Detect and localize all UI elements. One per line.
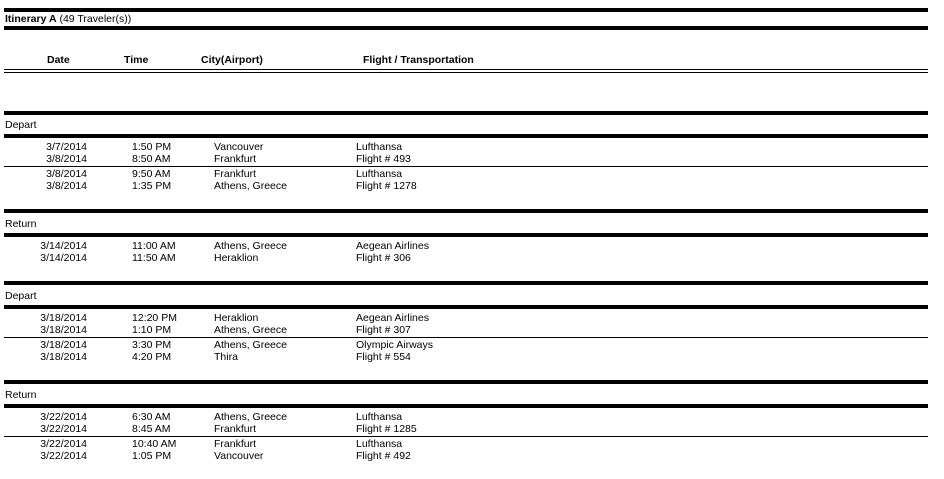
itinerary-row (0, 339, 944, 363)
date-cell-line: 3/18/2014 (40, 312, 87, 324)
time-cell (132, 411, 171, 435)
column-header-rule-2 (4, 72, 928, 73)
date-cell (46, 141, 87, 165)
itinerary-label: Itinerary A (5, 13, 57, 25)
column-header-flight: Flight / Transportation (363, 54, 474, 66)
flight-cell (356, 411, 417, 435)
flight-cell-line: Flight # 554 (356, 351, 411, 363)
city-cell-line: Heraklion (214, 252, 259, 264)
section-rule (4, 305, 928, 309)
time-cell-line: 1:50 PM (132, 141, 172, 153)
flight-cell-line: Lufthansa (356, 168, 403, 180)
date-cell (40, 240, 87, 264)
time-cell (132, 168, 171, 192)
time-cell-line: 8:50 AM (132, 153, 171, 165)
date-cell-line: 3/22/2014 (40, 450, 87, 462)
flight-cell (356, 438, 411, 462)
table-start-rule (4, 111, 928, 115)
time-cell-line: 11:50 AM (132, 252, 176, 264)
city-cell (214, 411, 287, 435)
date-cell-line: 3/7/2014 (46, 141, 87, 153)
column-header-date: Date (47, 54, 70, 66)
header-top-rule (4, 8, 928, 12)
city-cell (214, 438, 263, 462)
flight-cell-line: Aegean Airlines (356, 240, 429, 252)
date-cell-line: 3/22/2014 (40, 411, 87, 423)
section-label: Depart (5, 119, 37, 131)
date-cell-line: 3/18/2014 (40, 339, 87, 351)
section-rule (4, 233, 928, 237)
row-divider (4, 166, 928, 167)
city-cell-line: Frankfurt (214, 168, 257, 180)
flight-cell-line: Olympic Airways (356, 339, 434, 351)
time-cell-line: 3:30 PM (132, 339, 172, 351)
city-cell-line: Athens, Greece (214, 339, 287, 351)
time-cell-line: 1:05 PM (132, 450, 172, 462)
date-cell-line: 3/8/2014 (46, 153, 87, 165)
city-cell-line: Athens, Greece (214, 324, 287, 336)
city-cell (214, 141, 263, 165)
time-cell-line: 12:20 PM (132, 312, 177, 324)
city-cell-line: Vancouver (214, 141, 264, 153)
section-end-rule (4, 380, 928, 384)
itinerary-row (0, 141, 944, 165)
city-cell (214, 312, 287, 336)
date-cell-line: 3/14/2014 (40, 252, 87, 264)
date-cell (40, 411, 87, 435)
section-label: Depart (5, 290, 37, 302)
flight-cell (356, 312, 429, 336)
itinerary-row (0, 168, 944, 192)
date-cell-line: 3/18/2014 (40, 324, 87, 336)
date-cell (40, 438, 87, 462)
header-bottom-rule (4, 26, 928, 30)
time-cell-line: 11:00 AM (132, 240, 176, 252)
city-cell (214, 240, 287, 264)
flight-cell-line: Flight # 1278 (356, 180, 417, 192)
city-cell-line: Frankfurt (214, 423, 257, 435)
time-cell-line: 9:50 AM (132, 168, 171, 180)
flight-cell-line: Flight # 493 (356, 153, 411, 165)
city-cell-line: Thira (214, 351, 238, 363)
flight-cell-line: Flight # 307 (356, 324, 411, 336)
itinerary-row (0, 411, 944, 435)
flight-cell (356, 240, 429, 264)
date-cell-line: 3/22/2014 (40, 438, 87, 450)
section-rule (4, 404, 928, 408)
flight-cell-line: Flight # 1285 (356, 423, 417, 435)
date-cell-line: 3/8/2014 (46, 168, 87, 180)
column-header-city: City(Airport) (201, 54, 263, 66)
section-end-rule (4, 209, 928, 213)
city-cell-line: Athens, Greece (214, 180, 287, 192)
time-cell-line: 4:20 PM (132, 351, 172, 363)
time-cell-line: 6:30 AM (132, 411, 171, 423)
date-cell (40, 339, 87, 363)
time-cell (132, 141, 171, 165)
section-label: Return (5, 389, 37, 401)
time-cell (132, 339, 171, 363)
flight-cell-line: Flight # 492 (356, 450, 411, 462)
section-end-rule (4, 281, 928, 285)
city-cell-line: Athens, Greece (214, 240, 287, 252)
city-cell (214, 339, 287, 363)
section-rule (4, 134, 928, 138)
itinerary-title (5, 13, 131, 25)
time-cell-line: 10:40 AM (132, 438, 177, 450)
time-cell (132, 438, 176, 462)
flight-cell-line: Lufthansa (356, 438, 403, 450)
flight-cell-line: Flight # 306 (356, 252, 411, 264)
time-cell (132, 312, 177, 336)
date-cell (40, 312, 87, 336)
city-cell-line: Athens, Greece (214, 411, 287, 423)
row-divider (4, 436, 928, 437)
time-cell-line: 8:45 AM (132, 423, 171, 435)
time-cell (132, 240, 176, 264)
time-cell-line: 1:10 PM (132, 324, 172, 336)
date-cell-line: 3/14/2014 (40, 240, 87, 252)
flight-cell (356, 339, 433, 363)
time-cell-line: 1:35 PM (132, 180, 172, 192)
flight-cell (356, 141, 411, 165)
city-cell-line: Heraklion (214, 312, 259, 324)
column-header-time: Time (124, 54, 149, 66)
flight-cell (356, 168, 417, 192)
section-label: Return (5, 218, 37, 230)
itinerary-row (0, 438, 944, 462)
date-cell (46, 168, 87, 192)
city-cell (214, 168, 287, 192)
date-cell-line: 3/8/2014 (46, 180, 87, 192)
row-divider (4, 337, 928, 338)
city-cell-line: Frankfurt (214, 153, 257, 165)
flight-cell-line: Aegean Airlines (356, 312, 429, 324)
column-header-rule-1 (4, 69, 928, 70)
date-cell-line: 3/18/2014 (40, 351, 87, 363)
city-cell-line: Frankfurt (214, 438, 257, 450)
itinerary-row (0, 240, 944, 264)
flight-cell-line: Lufthansa (356, 141, 403, 153)
traveler-count: (49 Traveler(s)) (59, 13, 132, 25)
date-cell-line: 3/22/2014 (40, 423, 87, 435)
flight-cell-line: Lufthansa (356, 411, 403, 423)
itinerary-row (0, 312, 944, 336)
city-cell-line: Vancouver (214, 450, 264, 462)
